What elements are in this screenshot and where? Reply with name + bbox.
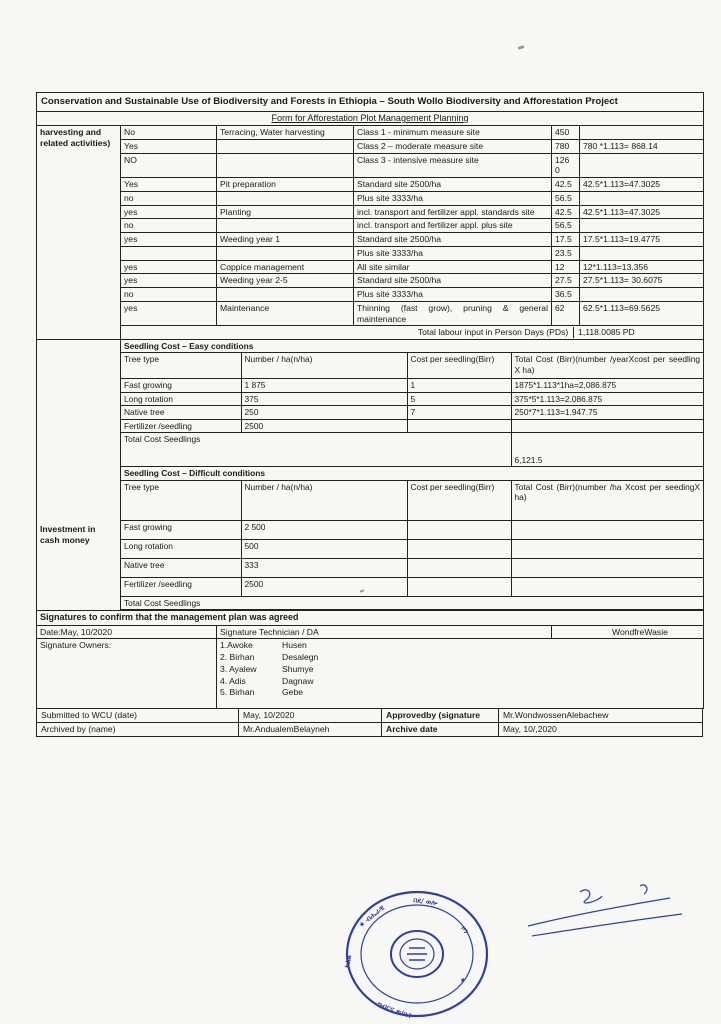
seedling-row xyxy=(121,539,703,558)
owners-label: Signature Owners: xyxy=(37,639,217,709)
activity-needed xyxy=(121,246,217,260)
seedling-total xyxy=(511,577,703,596)
seedling-cost-container xyxy=(121,339,704,611)
activity-calc xyxy=(580,246,704,260)
activity-site-class: Plus site 3333/ha xyxy=(354,191,552,205)
blank-cell xyxy=(37,326,121,340)
activity-site-class: incl. transport and fertilizer appl. standards site xyxy=(354,205,552,219)
activity-pd: 17.5 xyxy=(552,233,580,247)
owner-last-name: Shumye xyxy=(282,663,314,674)
difficult-total-label: Total Cost Seedlings xyxy=(121,596,703,610)
signature-date: Date:May, 10/2020 xyxy=(37,625,217,639)
seedling-type: Native tree xyxy=(121,406,241,420)
seedling-row xyxy=(121,406,703,420)
owner-entry xyxy=(220,640,700,651)
technician-label: Signature Technician / DA xyxy=(217,625,552,639)
svg-text:★ ብሔራዊ: ★ ብሔራዊ xyxy=(357,903,386,930)
activity-row xyxy=(37,260,704,274)
seedling-number: 1 875 xyxy=(241,379,407,393)
activity-name xyxy=(217,219,354,233)
owner-first-name: 1.Awoke xyxy=(220,640,253,651)
activity-pd: 42.5 xyxy=(552,178,580,192)
activity-pd: 780 xyxy=(552,139,580,153)
owner-entry xyxy=(220,687,700,698)
seedling-type: Native tree xyxy=(121,558,241,577)
activity-site-class: Thinning (fast grow), pruning & general maintenance xyxy=(354,301,552,325)
paper-speck xyxy=(518,45,525,50)
svg-text:ግብርና ጽ/ቤት: ግብርና ጽ/ቤት xyxy=(376,1000,414,1020)
activity-name: Terracing, Water harvesting xyxy=(217,126,354,140)
activity-name: Weeding year 1 xyxy=(217,233,354,247)
activities-section xyxy=(37,126,704,326)
form-sheet xyxy=(36,92,703,737)
signatures-heading: Signatures to confirm that the management plan was agreed xyxy=(37,611,704,625)
activity-name: Maintenance xyxy=(217,301,354,325)
seedling-number: 250 xyxy=(241,406,407,420)
form-title: Form for Afforestation Plot Management Planning xyxy=(37,111,704,125)
seedling-row xyxy=(121,392,703,406)
easy-title: Seedling Cost – Easy conditions xyxy=(121,340,703,353)
activity-row xyxy=(37,274,704,288)
activity-pd: 56.5 xyxy=(552,219,580,233)
activity-needed: yes xyxy=(121,301,217,325)
seedling-row xyxy=(121,520,703,539)
owner-last-name: Dagnaw xyxy=(282,675,314,686)
activity-site-class: incl. transport and fertilizer appl. plus site xyxy=(354,219,552,233)
investment-label: Investment in cash money xyxy=(40,524,96,545)
seedling-total xyxy=(511,539,703,558)
difficult-title: Seedling Cost – Difficult conditions xyxy=(121,467,703,481)
difficult-col-type: Tree type xyxy=(121,480,241,520)
footer-table xyxy=(36,709,703,736)
seedling-number: 500 xyxy=(241,539,407,558)
main-form-table xyxy=(36,92,704,709)
activity-name xyxy=(217,288,354,302)
approved-value: Mr.WondwossenAlebachew xyxy=(499,709,703,722)
activity-pd: 36.5 xyxy=(552,288,580,302)
easy-col-type: Tree type xyxy=(121,353,241,379)
activity-site-class: Standard site 2500/ha xyxy=(354,233,552,247)
archive-date-label: Archive date xyxy=(382,723,499,737)
activity-site-class: Class 2 – moderate measure site xyxy=(354,139,552,153)
seedling-total xyxy=(511,419,703,433)
activity-pd: 126 0 xyxy=(552,153,580,177)
owner-entry xyxy=(220,664,700,675)
owner-first-name: 5. Birhan xyxy=(220,687,255,698)
activity-calc: 42.5*1.113=47.3025 xyxy=(580,205,704,219)
seedling-number: 2500 xyxy=(241,577,407,596)
seedling-cost xyxy=(407,577,511,596)
owner-last-name: Husen xyxy=(282,640,307,651)
activity-row xyxy=(37,139,704,153)
owner-first-name: 4. Adis xyxy=(220,675,246,686)
submitted-value: May, 10/2020 xyxy=(239,709,382,722)
seedling-cost: 7 xyxy=(407,406,511,420)
activity-calc: 17.5*1.113=19.4775 xyxy=(580,233,704,247)
approved-label: Approvedby (signature xyxy=(382,709,499,722)
activity-row xyxy=(37,301,704,325)
activity-calc: 27.5*1.113= 30.6075 xyxy=(580,274,704,288)
seedling-cost xyxy=(407,419,511,433)
seedling-type: Fertilizer /seedling xyxy=(121,419,241,433)
activity-needed: No xyxy=(121,126,217,140)
activity-row xyxy=(37,153,704,177)
activity-site-class: Plus site 3333/ha xyxy=(354,246,552,260)
activity-needed: no xyxy=(121,288,217,302)
svg-text:ዞን: ዞን xyxy=(459,924,471,936)
activity-needed: no xyxy=(121,219,217,233)
investment-label-cell xyxy=(37,339,121,611)
activity-site-class: Plus site 3333/ha xyxy=(354,288,552,302)
activity-site-class: Class 3 - intensive measure site xyxy=(354,153,552,177)
difficult-col-number: Number / ha(n/ha) xyxy=(241,480,407,520)
activity-calc xyxy=(580,153,704,177)
seedling-cost: 5 xyxy=(407,392,511,406)
difficult-col-total: Total Cost (Birr)(number /ha Xcost per seedingX ha) xyxy=(511,480,703,520)
easy-col-number: Number / ha(n/ha) xyxy=(241,353,407,379)
seedling-number: 2500 xyxy=(241,419,407,433)
activity-calc xyxy=(580,126,704,140)
technician-name xyxy=(552,625,704,639)
activity-name xyxy=(217,153,354,177)
activity-name: Planting xyxy=(217,205,354,219)
activity-calc xyxy=(580,288,704,302)
activity-site-class: Class 1 - minimum measure site xyxy=(354,126,552,140)
activity-needed: Yes xyxy=(121,178,217,192)
activity-needed: yes xyxy=(121,260,217,274)
seedling-row xyxy=(121,419,703,433)
svg-text:★: ★ xyxy=(458,975,469,986)
archived-value: Mr.AndualemBelayneh xyxy=(239,723,382,737)
activity-calc: 42.5*1.113=47.3025 xyxy=(580,178,704,192)
owner-first-name: 3. Ayalew xyxy=(220,663,257,674)
total-labour-row xyxy=(121,326,704,340)
easy-total-value: 6,121.5 xyxy=(511,433,703,467)
activity-needed: yes xyxy=(121,233,217,247)
seedling-number: 375 xyxy=(241,392,407,406)
owner-last-name: Desalegn xyxy=(282,652,319,663)
owner-first-name: 2. Birhan xyxy=(220,652,255,663)
seedling-total xyxy=(511,520,703,539)
activity-row xyxy=(37,191,704,205)
official-seal-stamp xyxy=(343,888,491,1020)
owner-last-name: Gebe xyxy=(282,687,304,698)
technician-name-text: WondfreWasie xyxy=(612,626,668,637)
activities-label: harvesting and related activities) xyxy=(37,126,121,326)
seedling-cost xyxy=(407,539,511,558)
activity-calc: 62.5*1.113=69.5625 xyxy=(580,301,704,325)
seedling-number: 333 xyxy=(241,558,407,577)
activity-needed: no xyxy=(121,191,217,205)
activity-pd: 56.5 xyxy=(552,191,580,205)
activity-row xyxy=(37,219,704,233)
activity-row xyxy=(37,288,704,302)
difficult-col-cost: Cost per seedling(Birr) xyxy=(407,480,511,520)
activity-name: Coppice management xyxy=(217,260,354,274)
easy-seedling-table xyxy=(121,340,703,611)
easy-total-label: Total Cost Seedlings xyxy=(121,433,511,467)
seedling-type: Long rotation xyxy=(121,392,241,406)
approval-signature-stamp xyxy=(520,878,690,948)
archive-date-value: May, 10/,2020 xyxy=(499,723,703,737)
activity-pd: 62 xyxy=(552,301,580,325)
activity-name xyxy=(217,139,354,153)
activity-site-class: All site similar xyxy=(354,260,552,274)
owners-list xyxy=(217,639,704,709)
seedling-cost xyxy=(407,558,511,577)
submitted-label: Submitted to WCU (date) xyxy=(37,709,239,722)
activity-name xyxy=(217,246,354,260)
activity-needed: Yes xyxy=(121,139,217,153)
activity-calc xyxy=(580,219,704,233)
svg-text:ክልል: ክልል xyxy=(343,954,354,969)
activity-row xyxy=(37,205,704,219)
seedling-row xyxy=(121,379,703,393)
activity-row xyxy=(37,126,704,140)
activity-pd: 27.5 xyxy=(552,274,580,288)
seedling-cost xyxy=(407,520,511,539)
seedling-type: Fast growing xyxy=(121,520,241,539)
activity-row xyxy=(37,178,704,192)
easy-col-total: Total Cost (Birr)(number /yearXcost per seedling X ha) xyxy=(511,353,703,379)
easy-col-cost: Cost per seedling(Birr) xyxy=(407,353,511,379)
activity-calc: 780 *1.113= 868.14 xyxy=(580,139,704,153)
seedling-total: 375*5*1.113=2.086.875 xyxy=(511,392,703,406)
seedling-type: Long rotation xyxy=(121,539,241,558)
archived-label: Archived by (name) xyxy=(37,723,239,737)
seedling-cost: 1 xyxy=(407,379,511,393)
activity-site-class: Standard site 2500/ha xyxy=(354,274,552,288)
activity-needed: yes xyxy=(121,274,217,288)
activity-name: Weeding year 2-5 xyxy=(217,274,354,288)
activity-pd: 12 xyxy=(552,260,580,274)
activity-row xyxy=(37,246,704,260)
seedling-row xyxy=(121,577,703,596)
project-title: Conservation and Sustainable Use of Biodiversity and Forests in Ethiopia – South Wollo Biodiversity and Afforestation Project xyxy=(37,93,704,112)
seedling-total xyxy=(511,558,703,577)
activity-site-class: Standard site 2500/ha xyxy=(354,178,552,192)
seedling-number: 2 500 xyxy=(241,520,407,539)
activity-name xyxy=(217,191,354,205)
activity-pd: 42.5 xyxy=(552,205,580,219)
total-labour-value: 1,118.0085 PD xyxy=(573,327,700,338)
activity-needed: NO xyxy=(121,153,217,177)
activity-pd: 23.5 xyxy=(552,246,580,260)
activity-name: Pit preparation xyxy=(217,178,354,192)
svg-text:በደ/ ወሎ: በደ/ ወሎ xyxy=(412,896,438,908)
activity-calc: 12*1.113=13.356 xyxy=(580,260,704,274)
activity-row xyxy=(37,233,704,247)
seedling-total: 250*7*1.113=1.947.75 xyxy=(511,406,703,420)
activity-calc xyxy=(580,191,704,205)
owner-entry xyxy=(220,652,700,663)
seedling-row xyxy=(121,558,703,577)
seedling-type: Fast growing xyxy=(121,379,241,393)
activity-pd: 450 xyxy=(552,126,580,140)
owner-entry xyxy=(220,676,700,687)
total-labour-label: Total labour input in Person Days (PDs) xyxy=(417,327,569,338)
seedling-total: 1875*1.113*1ha=2,086.875 xyxy=(511,379,703,393)
activity-needed: yes xyxy=(121,205,217,219)
seedling-type: Fertilizer /seedling xyxy=(121,577,241,596)
